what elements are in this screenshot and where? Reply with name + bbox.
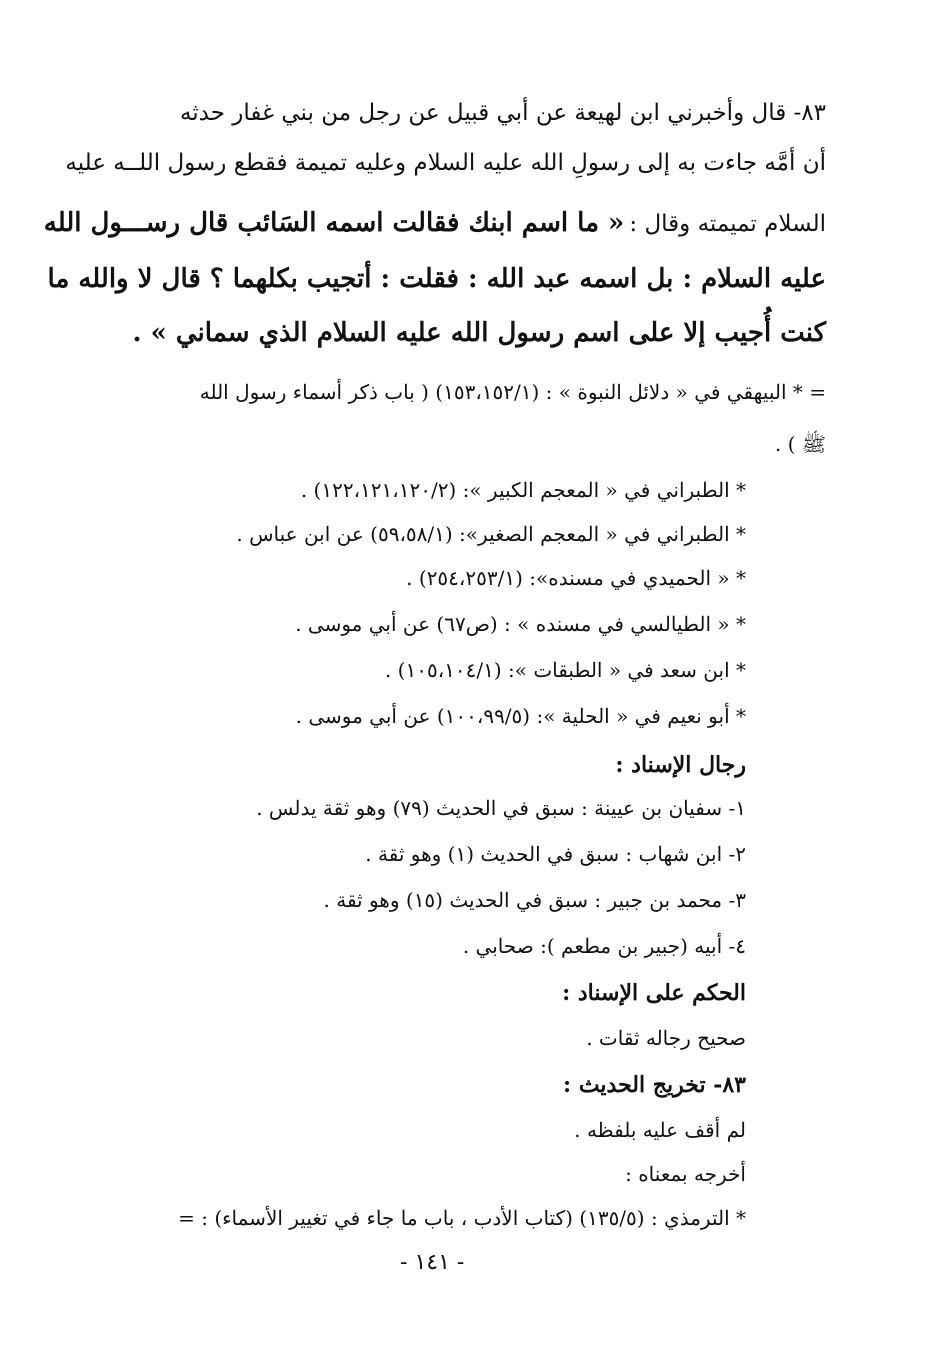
hukm-heading: الحكم على الإسناد : [562, 980, 746, 1006]
footnote-humaydi: * « الحميدي في مسنده»: (٢٥٤،٢٥٣/١) . [406, 566, 746, 590]
takhrij-heading: ٨٣- تخريج الحديث : [563, 1072, 746, 1098]
hadith-line-4: عليه السلام : بل اسمه عبد الله : فقلت : أتجيب بكلهما ؟ قال لا والله ما [47, 264, 826, 294]
hadith-line-1: ٨٣- قال وأخبرني ابن لهيعة عن أبي قبيل عن رجل من بني غفار حدثه [179, 100, 826, 126]
footnote-tabarani-kabir: * الطبراني في « المعجم الكبير »: (١٢٢،١٢١،١٢٠/٢) . [300, 478, 746, 502]
page-number: - ١٤١ - [400, 1250, 465, 1275]
hadith-line-2: أن أمَّه جاءت به إلى رسولِ الله عليه السلام وعليه تميمة فقطع رسول اللــه عليه [65, 150, 826, 176]
rijal-item-3: ٣- محمد بن جبير : سبق في الحديث (١٥) وهو ثقة . [323, 888, 746, 912]
footnote-ibn-saad: * ابن سعد في « الطبقات »: (١٠٥،١٠٤/١) . [384, 658, 746, 682]
rijal-item-4: ٤- أبيه (جبير بن مطعم ): صحابي . [462, 934, 746, 958]
rijal-item-2: ٢- ابن شهاب : سبق في الحديث (١) وهو ثقة . [365, 842, 746, 866]
takhrij-line-3: * الترمذي : (١٣٥/٥) (كتاب الأدب ، باب ما جاء في تغيير الأسماء) : = [178, 1206, 746, 1230]
footnote-tabarani-saghir: * الطبراني في « المعجم الصغير»: (٥٩،٥٨/١) عن ابن عباس . [236, 522, 746, 546]
hadith-line-3-bold: « ما اسم ابنك فقالت اسمه السَائب قال رســـول الله [43, 208, 625, 238]
footnote-bayhaqi: = * البيهقي في « دلائل النبوة » : (١٥٣،١٥٢/١) ( باب ذكر أسماء رسول الله [199, 380, 826, 404]
hadith-line-3-plain: السلام تميمته وقال : [629, 211, 826, 237]
rijal-heading: رجال الإسناد : [615, 752, 746, 778]
takhrij-line-1: لم أقف عليه بلفظه . [574, 1118, 746, 1142]
hukm-text: صحيح رجاله ثقات . [586, 1026, 746, 1050]
footnote-tayalisi: * « الطيالسي في مسنده » : (ص٦٧) عن أبي موسى . [295, 612, 746, 636]
takhrij-line-2: أخرجه بمعناه : [625, 1162, 746, 1186]
footnote-abu-nuaym: * أبو نعيم في « الحلية »: (١٠٠،٩٩/٥) عن أبي موسى . [295, 704, 746, 728]
footnote-bayhaqi-cont: ﷺ ) . [774, 432, 826, 456]
hadith-line-3 [44, 208, 826, 238]
rijal-item-1: ١- سفيان بن عيينة : سبق في الحديث (٧٩) وهو ثقة يدلس . [256, 796, 746, 820]
hadith-line-5: كنت أُجيب إلا على اسم رسول الله عليه السلام الذي سماني » . [132, 318, 826, 348]
